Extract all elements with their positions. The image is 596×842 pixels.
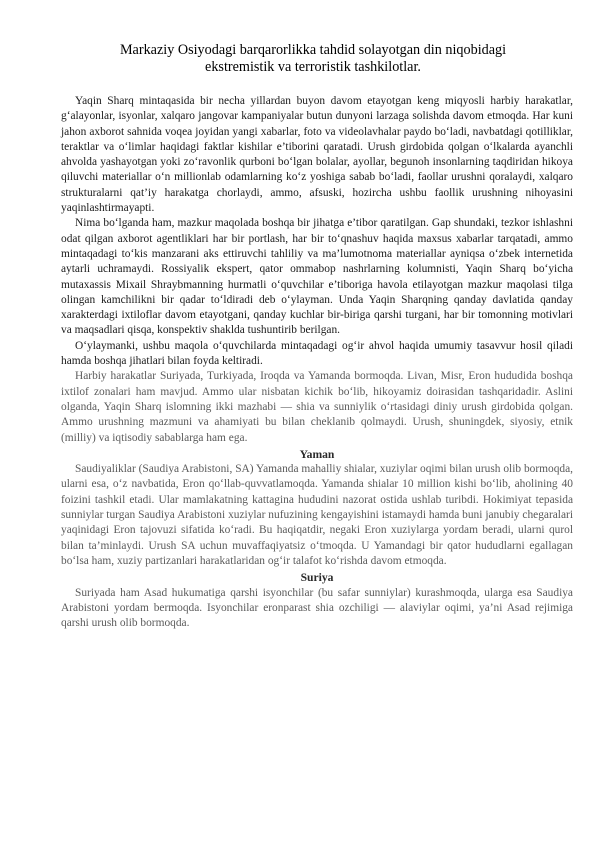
title-line-2: ekstremistik va terroristik tashkilotlar.: [205, 59, 421, 75]
title-line-1: Markaziy Osiyodagi barqarorlikka tahdid solayotgan din niqobidagi: [119, 42, 507, 58]
section-heading-suriya: Suriya: [300, 571, 334, 585]
section-text-suriya: Suriyada ham Asad hukumatiga qarshi isyonchilar (bu safar sunniylar) kurashmoqda, ularga esa Saudiya Arabistoni yordam bermoqda. Isyonchilar eronparast shia ozchiligi — alaviylar oqimi, ya’ni Asad rejimiga qarshi urush olib bormoqda.: [61, 586, 573, 630]
section-text-yaman: Saudiyaliklar (Saudiya Arabistoni, SA) Yamanda mahalliy shialar, xuziylar oqimi bilan urush olib bormoqda, ularni esa, o‘z navbatida, Eron qo‘llab-quvvatlamoqda. Yamanda shialar 10 million kishi bo‘lib, aholining 40 foizini tashkil etadi. Ular mamlakatning kattagina hududini nazorat ostida ushlab turibdi. Hokimiyat tepasida sunniylar turgan Saudiya Arabistoni xuziylar nufuzining kengayishini istamaydi hamda buni janubiy chegaralari yaqinidagi Eron tajovuzi sifatida ko‘radi. Bu haqiqatdir, negaki Eron xuziylarga yordam beradi, ularni qurol bilan ta’minlaydi. Urush SA uchun muvaffaqiyatsiz o‘tmoqda. U Yamandagi bir qator hududlarni egallagan bo‘lsa ham, xuziy partizanlari harakatlaridan og‘ir talafot ko‘rishda davom etmoqda.: [61, 463, 573, 567]
intro-paragraph-2: Nima bo‘lganda ham, mazkur maqolada boshqa bir jihatga e’tibor qaratilgan. Gap shundaki, tezkor ishlashni odat qilgan axborot agentliklari har bir portlash, har bir to‘qnashuv haqida maxsus xabarlar tarqatadi, ammo mintaqadagi to‘kis manzarani aks ettiruvchi tahliliy va ma’lumotnoma materiallar ayniqsa o‘zbek internetida aytarli uchramaydi. Rossiyalik ekspert, qator ommabop nashrlarning kolumnisti, Yaqin Sharq bo‘yicha mutaxassis Mixail Shraybmanning hurmatli o‘quvchilar e’tiboriga havola etilayotgan mazkur maqolasi tilga olingan kamchilikni bir qadar to‘ldiradi deb o‘ylayman. Unda Yaqin Sharqning qanday davlatida qanday xarakterdagi ixtiloflar davom etayotgani, qanday kuchlar bir-biriga qarshi turgani, har bir tomonning motivlari va maqsadlari qisqa, konspektiv shaklda tushuntirib berilgan.: [61, 217, 573, 337]
intro-paragraph-3: O‘ylaymanki, ushbu maqola o‘quvchilarda mintaqadagi og‘ir ahvol haqida umumiy tasavvur hosil qiladi hamda boshqa jihatlari bilan foyda keltiradi.: [61, 339, 573, 368]
section-heading-yaman: Yaman: [299, 447, 335, 461]
overview-paragraph: Harbiy harakatlar Suriyada, Turkiyada, Iroqda va Yamanda bormoqda. Livan, Misr, Eron hududida boshqa ixtilof zonalari ham mavjud. Ammo ular nisbatan kichik bo‘lib, hikoyamiz doirasidan tashqaridadir. Aslini olganda, Yaqin Sharq islomning ikki mazhabi — shia va sunniylik o‘rtasidagi diniy urush girdobida qolgan. Ammo urushning mazmuni va ahamiyati bu bilan cheklanib qolmaydi. Urush, shuningdek, siyosiy, etnik (milliy) va iqtisodiy sabablarga ham ega.: [61, 370, 573, 444]
intro-paragraph-1: Yaqin Sharq mintaqasida bir necha yillardan buyon davom etayotgan keng miqyosli harbiy harakatlar, g‘alayonlar, isyonlar, xalqaro jangovar kampaniyalar butun dunyoni larzaga solishda davom etmoqda. Har kuni jahon axborot sahnida voqea joyidan yangi xabarlar, foto va videolavhalar paydo bo‘ladi, navbatdagi qotilliklar, teraktlar va o‘limlar haqidagi faktlar kishilar e’tiborini qaratadi. Urush girdobida qolgan o‘lkalarda ayanchli ahvolda yashayotgan yoki zo‘ravonlik qurboni bo‘lgan bolalar, ayollar, begunoh insonlarning taqdiridan hikoya qiluvchi materiallar o‘n millionlab odamlarning ko‘z yoshiga sabab bo‘ladi, faollar urushni qoralaydi, xalqaro strukturalarni qat’iy harakatga chorlaydi, ammo, afsuski, hozircha ushbu faollik urushning nihoyasini yaqinlashtirmayapti.: [61, 95, 573, 215]
document-title: [60, 42, 566, 76]
document-body: [61, 94, 573, 631]
